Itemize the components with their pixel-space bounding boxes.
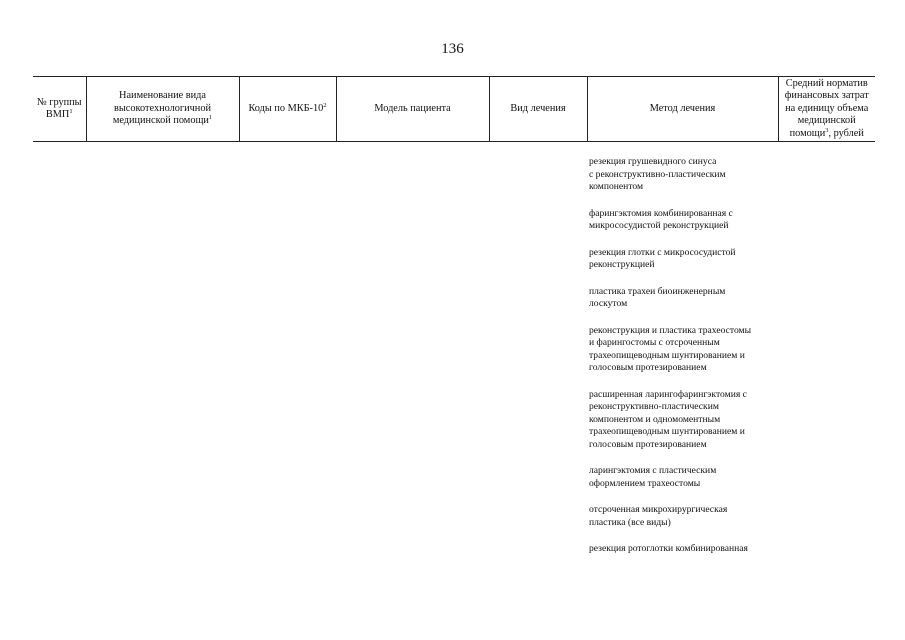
method-item: расширенная ларингофарингэктомия с реконструктивно-пластическим компонентом и одномоментным трахеопищеводным шунтированием и голосовым протезированием (589, 388, 747, 450)
table-row (33, 142, 875, 570)
method-item: ларингэктомия с пластическим оформлением трахеостомы (589, 465, 717, 489)
method-item: резекция грушевидного синуса с реконструктивно-пластическим компонентом (589, 156, 726, 192)
header-patient-model: Модель пациента (336, 77, 489, 142)
header-group-number: № группы ВМП$^1$ (33, 77, 86, 142)
cell-treatment-type (489, 142, 587, 570)
header-care-type: Наименование вида высокотехнологичной медицинской помощи$^1$ (86, 77, 239, 142)
page-number: 136 (441, 41, 464, 57)
header-treatment-method: Метод лечения (587, 77, 778, 142)
method-item: фарингэктомия комбинированная с микрососудистой реконструкцией (589, 207, 733, 231)
method-item: отсроченная микрохирургическая пластика (все виды) (589, 504, 728, 528)
cell-icd-codes (239, 142, 336, 570)
cell-treatment-methods (587, 142, 778, 570)
header-icd-codes: Коды по МКБ-$10^2$ (239, 77, 336, 142)
table-header-row (33, 77, 875, 142)
method-item: резекция глотки с микрососудистой реконструкцией (589, 246, 736, 270)
cell-patient-model (336, 142, 489, 570)
header-treatment-type: Вид лечения (489, 77, 587, 142)
cell-care-type (86, 142, 239, 570)
vmp-table (33, 76, 875, 570)
cell-average-cost (778, 142, 875, 570)
cell-group-number (33, 142, 86, 570)
method-item: пластика трахеи биоинженерным лоскутом (589, 285, 726, 309)
header-average-cost: Средний норматив финансовых затрат на единицу объема медицинской помощи$^3$, рублей (778, 77, 875, 142)
method-item: реконструкция и пластика трахеостомы и фарингостомы с отсроченным трахеопищеводным шунтированием и голосовым протезированием (589, 324, 752, 373)
method-item: резекция ротоглотки комбинированная (589, 543, 748, 554)
